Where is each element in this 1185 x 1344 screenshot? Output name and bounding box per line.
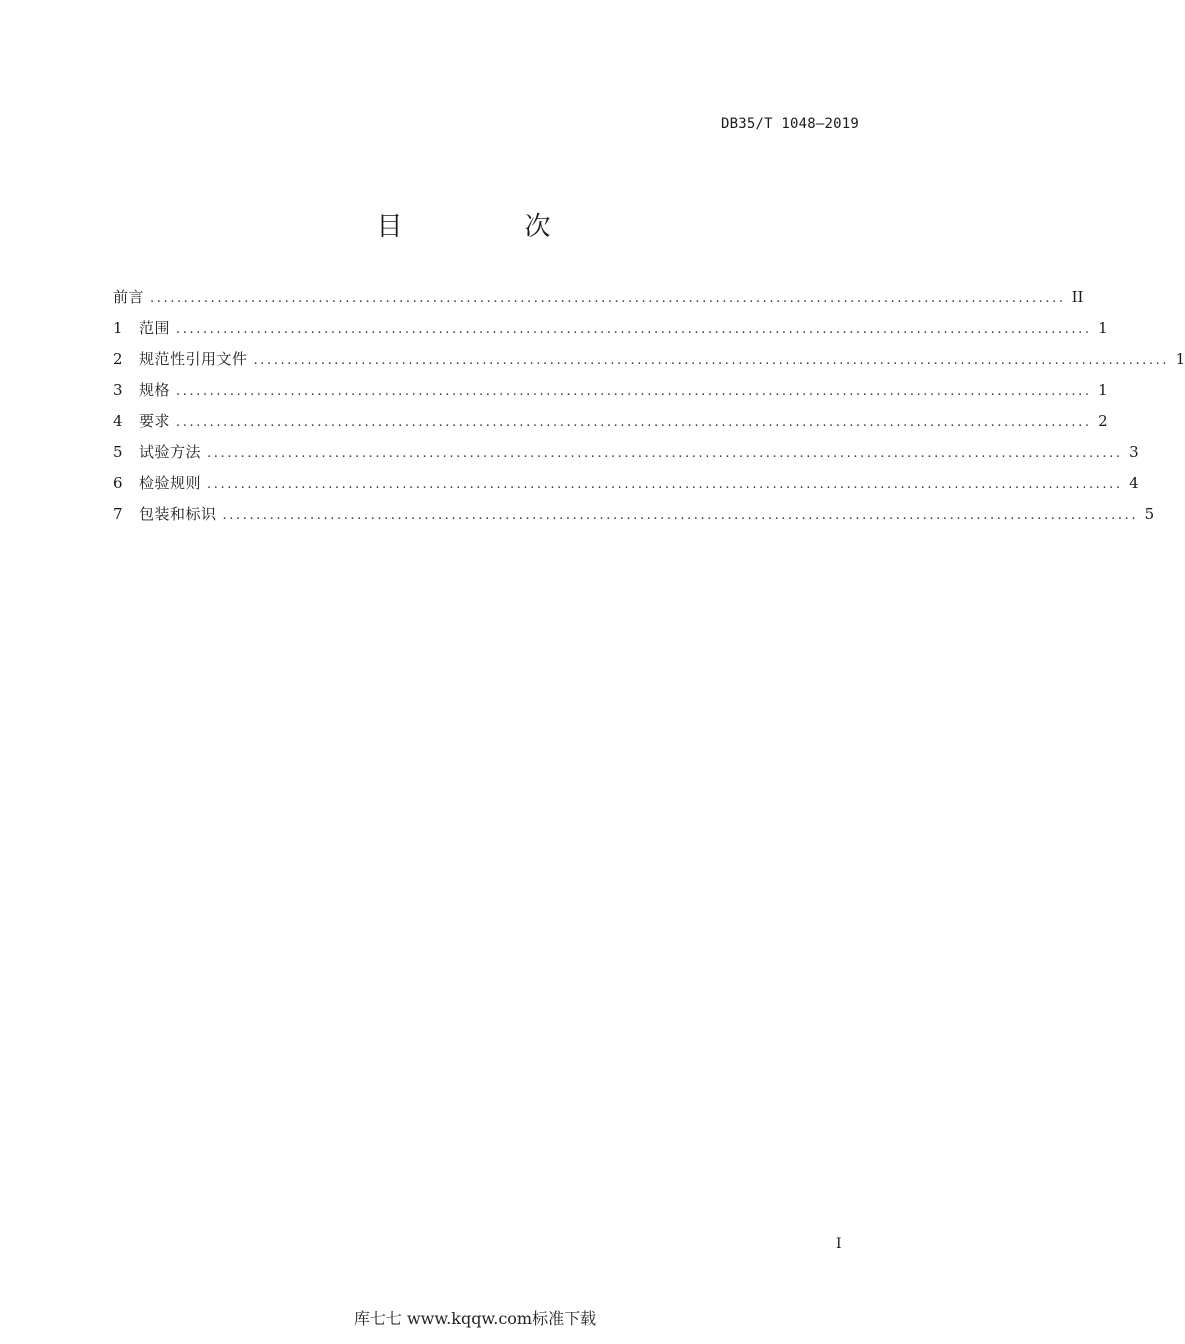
toc-entry-number: 3: [113, 381, 123, 399]
toc-entry-label: 试验方法: [139, 443, 202, 461]
toc-entry-label: 前言: [113, 288, 145, 306]
toc-entry-scope[interactable]: [113, 318, 1108, 349]
toc-entry-page: 1: [1175, 350, 1185, 368]
dot-leader: ........................................................................................................................................: [176, 384, 1092, 399]
toc-entry-page: 1: [1098, 319, 1108, 337]
toc-entry-page: 3: [1129, 443, 1139, 461]
toc-entry-label: 包装和标识: [139, 505, 217, 523]
toc-entry-page: 1: [1098, 381, 1108, 399]
toc-entry-number: 7: [113, 505, 123, 523]
toc-entry-label: 规范性引用文件: [139, 350, 248, 368]
toc-entry-page: 2: [1098, 412, 1108, 430]
toc-entry-page: II: [1071, 288, 1084, 306]
dot-leader: ........................................................................................................................................: [176, 322, 1092, 337]
dot-leader: ........................................................................................................................................: [207, 446, 1123, 461]
page-number: I: [836, 1236, 842, 1252]
dot-leader: ........................................................................................................................................: [176, 415, 1092, 430]
table-of-contents: [113, 287, 1185, 535]
toc-entry-label: 检验规则: [139, 474, 202, 492]
dot-leader: ........................................................................................................................................: [222, 508, 1139, 523]
dot-leader: ........................................................................................................................................: [253, 353, 1170, 368]
toc-entry-inspection-rules[interactable]: [113, 473, 1139, 504]
toc-entry-label: 规格: [139, 381, 171, 399]
toc-entry-number: 6: [113, 474, 123, 492]
dot-leader: ........................................................................................................................................: [207, 477, 1123, 492]
dot-leader: ........................................................................................................................................: [150, 291, 1066, 306]
document-code: DB35/T 1048—2019: [720, 116, 859, 132]
toc-entry-page: 4: [1129, 474, 1139, 492]
toc-entry-requirements[interactable]: [113, 411, 1108, 442]
toc-entry-normative-references[interactable]: [113, 349, 1185, 380]
toc-entry-number: 5: [113, 443, 123, 461]
toc-entry-number: 4: [113, 412, 123, 430]
toc-entry-foreword[interactable]: [113, 287, 1084, 318]
toc-entry-number: 1: [113, 319, 123, 337]
page-title: 目 次: [376, 212, 599, 242]
toc-entry-number: 2: [113, 350, 123, 368]
toc-entry-packaging-marking[interactable]: [113, 504, 1155, 535]
watermark-text: 库七七 www.kqqw.com标准下载: [353, 1309, 597, 1328]
toc-entry-label: 要求: [139, 412, 171, 430]
toc-entry-specification[interactable]: [113, 380, 1108, 411]
toc-entry-page: 5: [1144, 505, 1155, 523]
toc-entry-label: 范围: [139, 319, 171, 337]
toc-entry-test-methods[interactable]: [113, 442, 1139, 473]
